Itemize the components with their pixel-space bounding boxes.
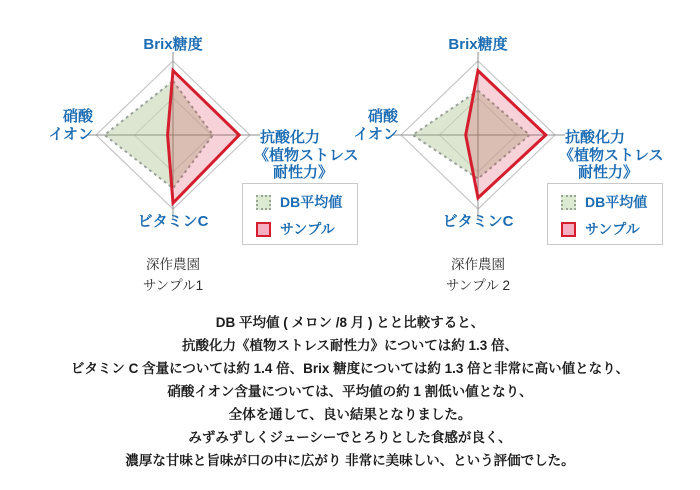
evaluation-summary	[0, 311, 700, 472]
axis-label-nitrate-line2: イオン	[353, 126, 398, 143]
chart-caption-sample1	[73, 254, 273, 296]
axis-label-nitrate-line2: イオン	[48, 126, 93, 143]
summary-line: 硝酸イオン含量については、平均値の約 1 割低い値となり、	[167, 384, 533, 399]
caption-farm-name: 深作農園	[451, 257, 505, 272]
legend-item-db-average	[561, 192, 662, 212]
sample-swatch-icon	[256, 222, 271, 237]
summary-line: DB 平均値 ( メロン /8 月 ) とと比較すると、	[215, 315, 485, 330]
legend-label-db-average: DB平均値	[280, 194, 343, 210]
summary-line: 濃厚な甘味と旨味が口の中に広がり 非常に美味しい、という評価でした。	[125, 453, 575, 468]
caption-farm-name: 深作農園	[146, 257, 200, 272]
summary-line: ビタミン C 含量については約 1.4 倍、Brix 糖度については約 1.3 倍と非常に高い値となり、	[70, 361, 630, 376]
summary-line: 全体を通して、良い結果となりました。	[228, 407, 472, 422]
axis-label-antioxidant-line3: 耐性力》	[273, 164, 334, 181]
legend-item-sample	[561, 219, 662, 239]
chart-caption-sample2	[378, 254, 578, 296]
sample-swatch-icon	[561, 222, 576, 237]
radar-chart-sample2	[335, 25, 665, 310]
axis-label-vitaminc: ビタミンC	[137, 213, 209, 230]
caption-sample-number: サンプル1	[142, 278, 204, 293]
axis-label-antioxidant-line3: 耐性力》	[578, 164, 639, 181]
legend-label-db-average: DB平均値	[585, 194, 648, 210]
axis-label-brix: Brix糖度	[143, 36, 203, 53]
db-average-swatch-icon	[256, 195, 271, 210]
legend-label-sample: サンプル	[280, 221, 335, 237]
axis-label-antioxidant-line1: 抗酸化力	[260, 129, 321, 146]
axis-label-nitrate-line1: 硝酸	[367, 108, 398, 125]
summary-line: 抗酸化力《植物ストレス耐性力》については約 1.3 倍、	[181, 338, 519, 353]
axis-label-antioxidant-line1: 抗酸化力	[565, 129, 626, 146]
radar-chart-sample1	[30, 25, 360, 310]
axis-label-antioxidant-line2: 《植物ストレス	[254, 147, 359, 164]
summary-line: みずみずしくジューシーでとろりとした食感が良く、	[188, 430, 512, 445]
legend-label-sample: サンプル	[585, 221, 640, 237]
axis-label-antioxidant-line2: 《植物ストレス	[559, 147, 664, 164]
db-average-swatch-icon	[561, 195, 576, 210]
axis-label-brix: Brix糖度	[448, 36, 508, 53]
caption-sample-number: サンプル 2	[445, 278, 511, 293]
legend	[547, 183, 663, 245]
sample-polygon	[466, 71, 546, 198]
axis-label-nitrate-line1: 硝酸	[62, 108, 93, 125]
axis-label-vitaminc: ビタミンC	[442, 213, 514, 230]
